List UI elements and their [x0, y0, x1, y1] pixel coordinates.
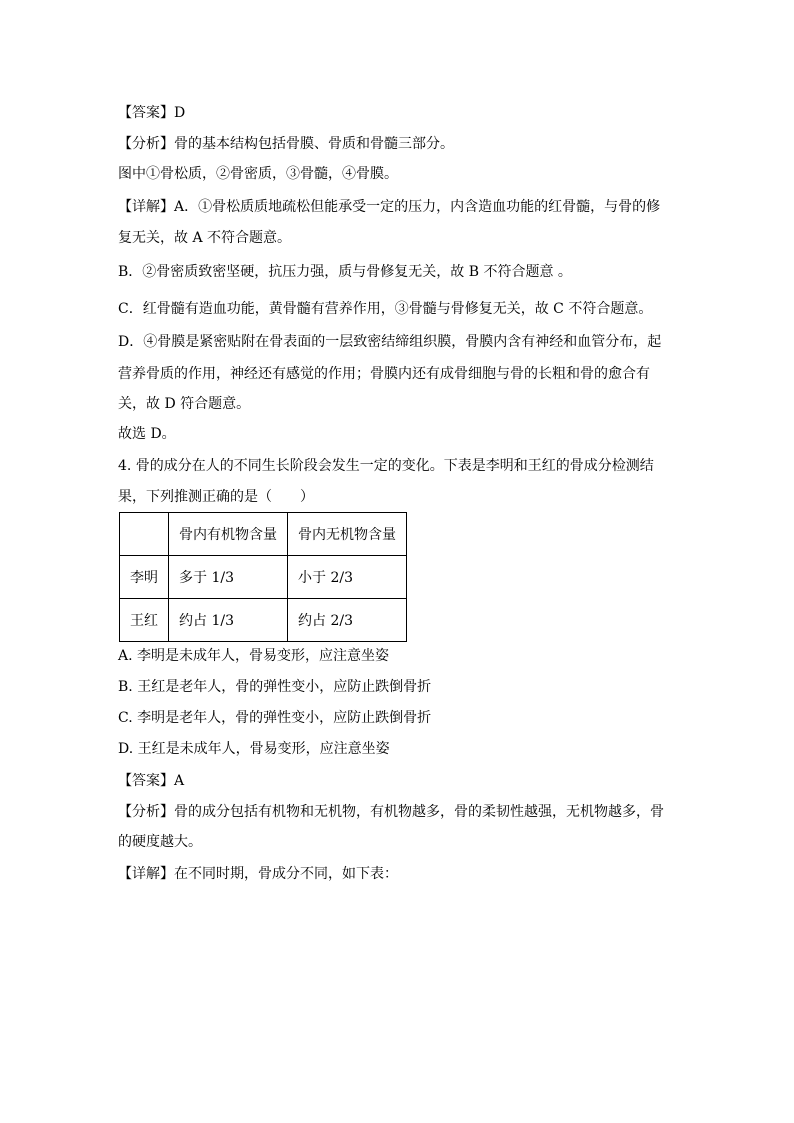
table-cell: 李明: [120, 556, 169, 599]
table-header-row: [120, 513, 407, 556]
table-header-cell: 骨内有机物含量: [169, 513, 288, 556]
answer-label: 【答案】A: [118, 773, 185, 789]
table-cell: 约占 1/3: [169, 599, 288, 642]
detail-option-d-line-2: 营养骨质的作用，神经还有感觉的作用；骨膜内还有成骨细胞与骨的长粗和骨的愈合有: [118, 366, 650, 382]
table-header-cell: 骨内无机物含量: [288, 513, 407, 556]
option-d: D. 王红是未成年人，骨易变形，应注意坐姿: [118, 741, 390, 757]
table-cell: 王红: [120, 599, 169, 642]
question-4-line-2: 果，下列推测正确的是（ ）: [118, 489, 314, 505]
table-row: [120, 599, 407, 642]
question-4-line-1: 4. 骨的成分在人的不同生长阶段会发生一定的变化。下表是李明和王红的骨成分检测结: [118, 458, 654, 474]
analysis-text-line-1: 【分析】骨的成分包括有机物和无机物，有机物越多，骨的柔韧性越强，无机物越多，骨: [118, 804, 664, 820]
detail-option-b: B．②骨密质致密坚硬，抗压力强，质与骨修复无关，故 B 不符合题意 。: [118, 264, 572, 280]
table-row: [120, 556, 407, 599]
detail-option-d-line-1: D．④骨膜是紧密贴附在骨表面的一层致密结缔组织膜，骨膜内含有神经和血管分布，起: [118, 334, 662, 350]
table-cell: 多于 1/3: [169, 556, 288, 599]
table-cell: 小于 2/3: [288, 556, 407, 599]
analysis-text: 【分析】骨的基本结构包括骨膜、骨质和骨髓三部分。: [118, 136, 454, 152]
detail-option-c: C．红骨髓有造血功能，黄骨髓有营养作用，③骨髓与骨修复无关，故 C 不符合题意。: [118, 301, 653, 317]
detail-option-d-line-3: 关，故 D 符合题意。: [118, 396, 251, 412]
figure-legend-text: 图中①骨松质，②骨密质，③骨髓，④骨膜。: [118, 166, 398, 182]
answer-label: 【答案】D: [118, 105, 186, 121]
detail-text: 【详解】在不同时期，骨成分不同，如下表：: [118, 866, 398, 882]
table-cell: 约占 2/3: [288, 599, 407, 642]
detail-text-line-1: 【详解】A．①骨松质质地疏松但能承受一定的压力，内含造血功能的红骨髓，与骨的修: [118, 199, 661, 215]
option-b: B. 王红是老年人，骨的弹性变小，应防止跌倒骨折: [118, 679, 432, 695]
bone-composition-table: [119, 512, 407, 642]
option-a: A. 李明是未成年人，骨易变形，应注意坐姿: [118, 648, 390, 664]
table-header-cell: [120, 513, 169, 556]
detail-text-line-2: 复无关，故 A 不符合题意。: [118, 230, 292, 246]
analysis-text-line-2: 的硬度越大。: [118, 834, 202, 850]
option-c: C. 李明是老年人，骨的弹性变小，应防止跌倒骨折: [118, 710, 432, 726]
choice-result: 故选 D。: [118, 426, 176, 442]
